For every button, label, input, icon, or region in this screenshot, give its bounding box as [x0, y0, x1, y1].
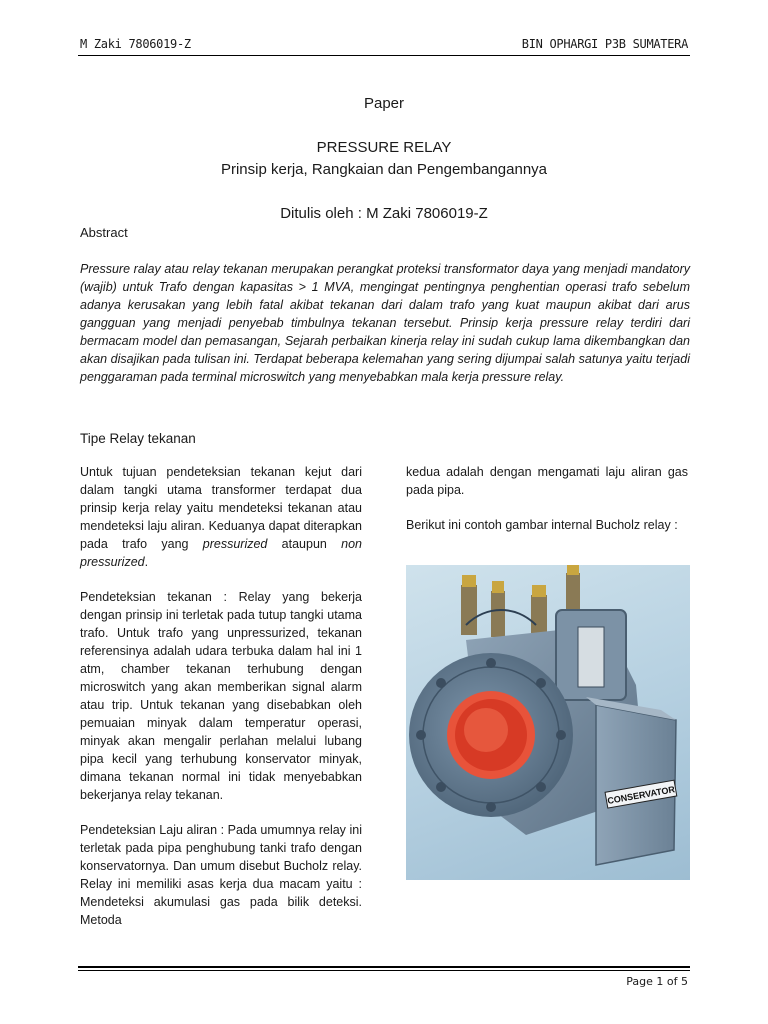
paper-label: Paper [363, 95, 405, 112]
paper-subtitle: Prinsip kerja, Rangkaian dan Pengembangannya [220, 161, 548, 178]
page-number: Page 1 of 5 [626, 975, 688, 988]
abstract-text: Pressure ralay atau relay tekanan merupakan perangkat proteksi transformator daya yang menjadi mandatory (wajib) untuk Trafo dengan kapasitas > 1 MVA, mengingat pentingnya penghentian operasi trafo sebelum adanya kerusakan yang lebih fatal akibat tekanan dari dalam trafo yang kuat maupun akibat dari arus gangguan yang menjadi penyebab timbulnya tekanan tersebut. Prinsip kerja pressure relay terdiri dari bermacam model dan pemasangan, Sejarah perbaikan kinerja relay ini sudah cukup lama dikembangkan dan akan disajikan pada tulisan ini. Terdapat beberapa kelemahan yang sering dijumpai salah satunya yaitu terjadi penggaraman pada terminal microswitch yang menyebabkan mala kerja pressure relay. [80, 262, 690, 384]
paragraph-second-method: kedua adalah dengan mengamati laju aliran gas pada pipa. [406, 465, 688, 497]
section-heading: Tipe Relay tekanan [80, 431, 196, 446]
header-rule [78, 55, 690, 56]
conservator-plate-text: CONSERVATOR [606, 784, 676, 806]
paper-author: Ditulis oleh : M Zaki 7806019-Z [280, 205, 488, 222]
right-column [406, 463, 688, 551]
footer-rule-thick [78, 966, 690, 968]
paragraph-flow-detection: Pendeteksian Laju aliran : Pada umumnya relay ini terletak pada pipa penghubung tanki trafo dengan konservatornya. Dan umum disebut Bucholz relay. Relay ini memiliki asas kerja dua macam yaitu : Mendeteksi akumulasi gas pada bilik deteksi. Metoda [80, 823, 362, 927]
paragraph-intro: Untuk tujuan pendeteksian tekanan kejut dari dalam tangki utama transformer terdapat dua prinsip kerja relay yaitu mendeteksi tekanan atau mendeteksi laju aliran. Keduanya dapat diterapkan pada trafo yang pressurized ataupun non pressurized. [80, 465, 362, 569]
footer-rule-thin [78, 970, 690, 971]
header-author: M Zaki 7806019-Z [80, 37, 191, 51]
bucholz-relay-photo [406, 565, 690, 880]
header-organization: BIN OPHARGI P3B SUMATERA [521, 37, 688, 51]
bucholz-relay-illustration [406, 565, 690, 880]
left-column [80, 463, 362, 946]
paragraph-pressure-detection: Pendeteksian tekanan : Relay yang bekerja dengan prinsip ini terletak pada tutup tangki utama trafo. Untuk trafo yang unpressurized, tekanan referensinya adalah udara terbuka dalam hal ini 1 atm, chamber tekanan terhubung dengan microswitch yang akan memberikan signal alarm atau trip. Untuk tekanan yang disebabkan oleh pemuaian minyak dalam temperatur operasi, minyak akan mengalir perlahan melalui lubang pipa kecil yang terhubung konservator minyak, dimana tekanan normal ini tidak menyebabkan bekerjanya relay tekanan. [80, 590, 362, 802]
paper-title: PRESSURE RELAY [316, 139, 452, 156]
abstract-heading: Abstract [80, 225, 128, 240]
paragraph-figure-intro: Berikut ini contoh gambar internal Bucholz relay : [406, 518, 678, 532]
